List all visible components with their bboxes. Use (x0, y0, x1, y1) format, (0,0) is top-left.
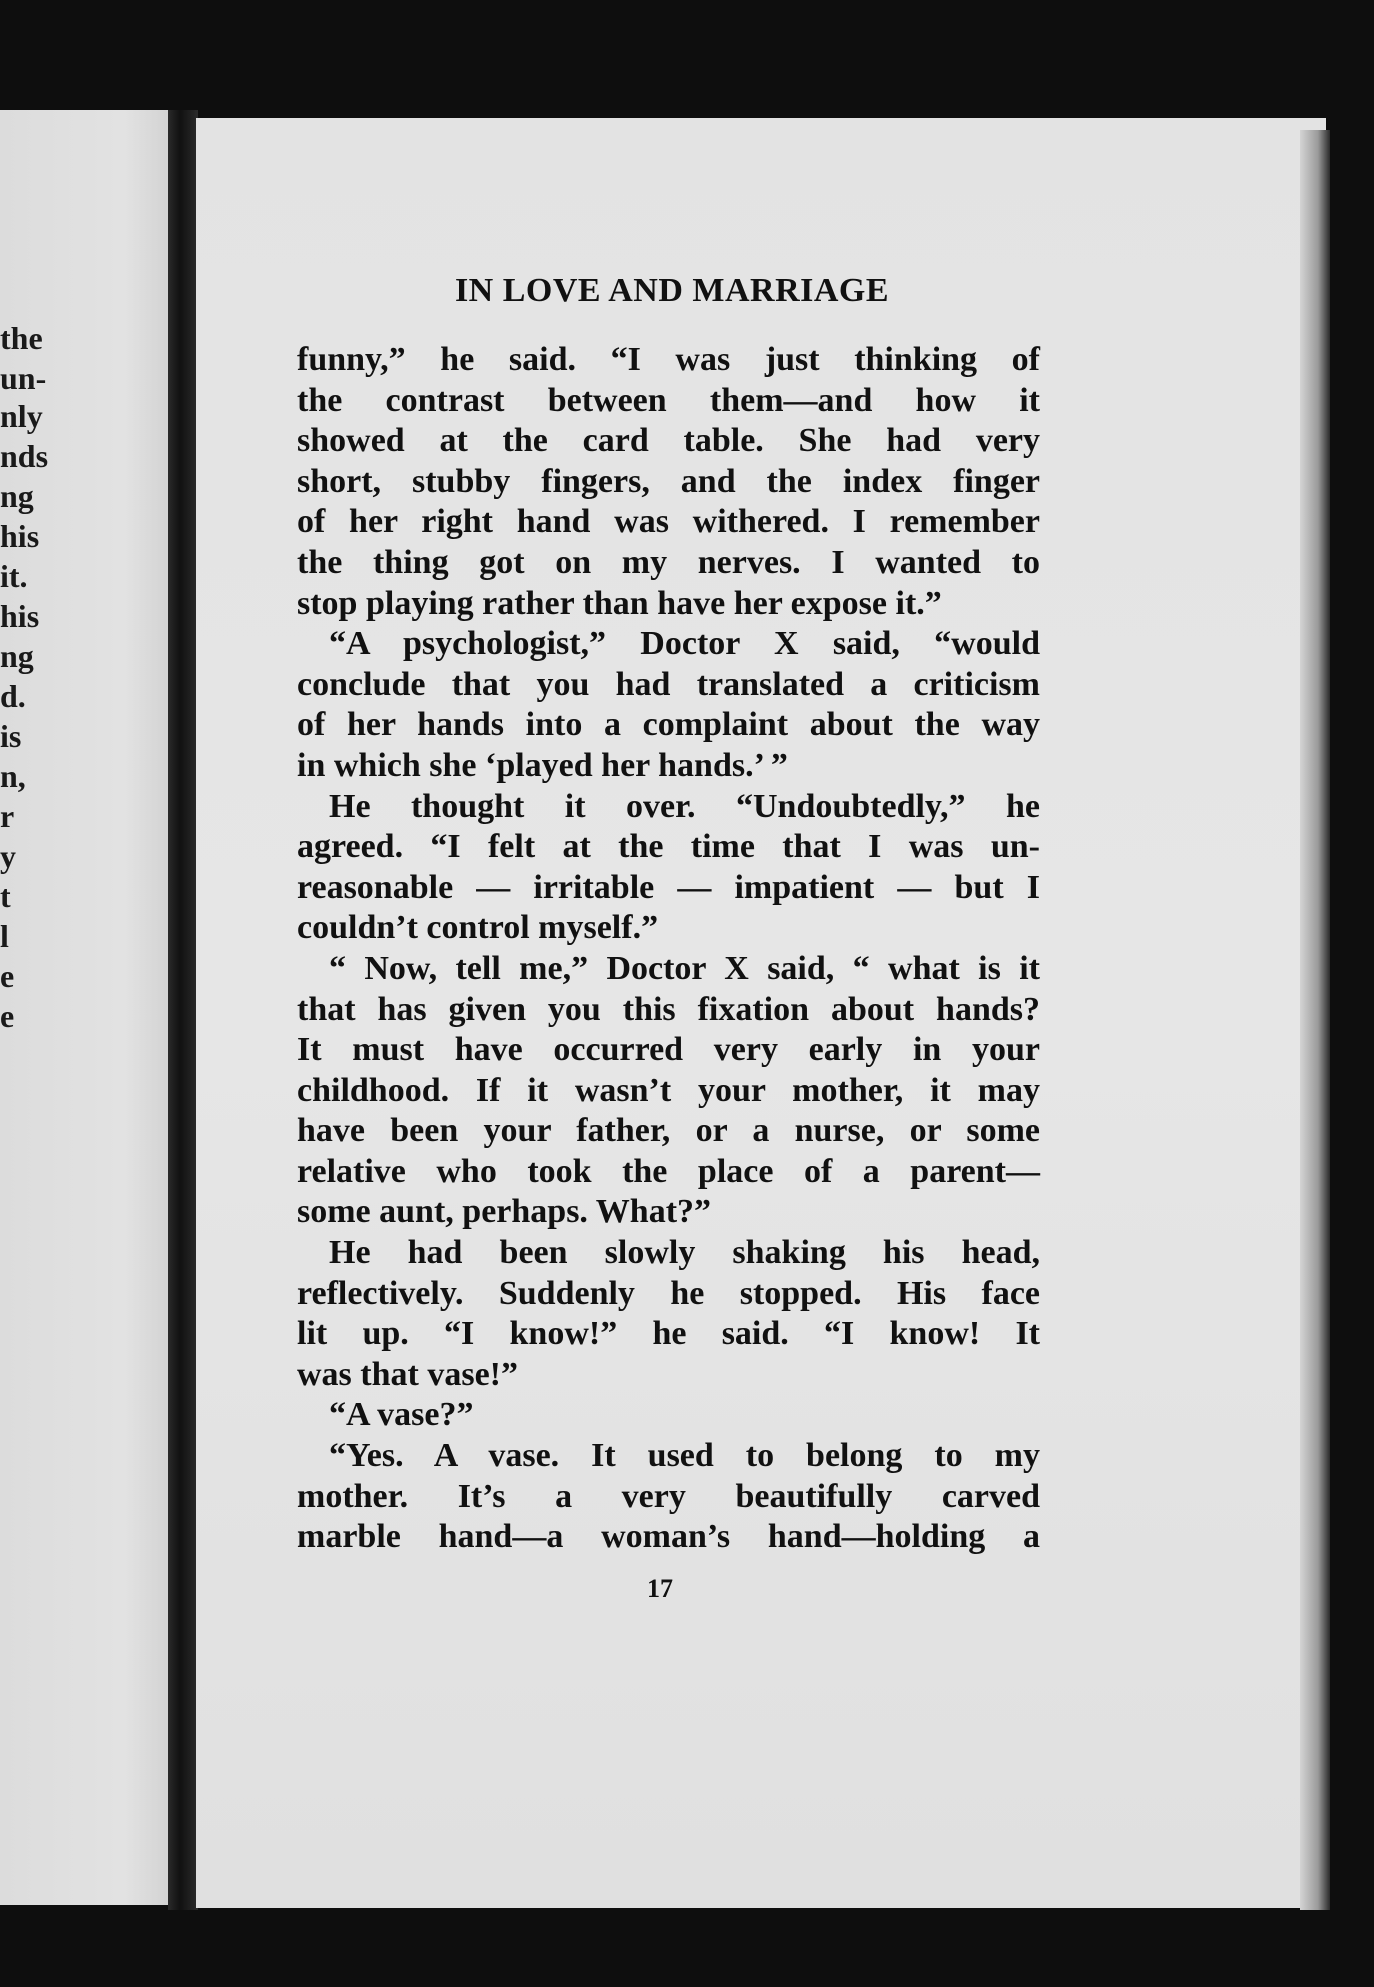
left-page-fragment: t (0, 878, 11, 914)
left-page-fragment: y (0, 838, 16, 874)
text-line: lit up. “I know!” he said. “I know! It (297, 1315, 1040, 1353)
text-line: “A psychologist,” Doctor X said, “would (329, 625, 1040, 663)
text-line: mother. It’s a very beautifully carved (297, 1477, 1040, 1515)
text-line: agreed. “I felt at the time that I was un- (297, 828, 1040, 866)
page-edge (1300, 130, 1330, 1910)
text-line: conclude that you had translated a criticism (297, 665, 1040, 703)
left-page-fragment: e (0, 998, 15, 1034)
text-line: in which she ‘played her hands.’ ” (297, 746, 788, 784)
text-line: reflectively. Suddenly he stopped. His face (297, 1274, 1040, 1312)
left-page-fragment: is (0, 718, 22, 754)
text-line: He thought it over. “Undoubtedly,” he (329, 787, 1040, 825)
left-page-fragment: nly (0, 398, 43, 434)
left-page-fragment: ng (0, 638, 34, 674)
text-line: “ Now, tell me,” Doctor X said, “ what is it (329, 949, 1040, 987)
text-line: of her right hand was withered. I remember (297, 503, 1040, 541)
text-line: marble hand—a woman’s hand—holding a (297, 1518, 1040, 1556)
left-page-fragment: it. (0, 558, 28, 594)
left-page-fragment: nds (0, 438, 49, 474)
book-gutter (168, 110, 198, 1910)
left-page-fragment: un- (0, 360, 47, 396)
text-line: He had been slowly shaking his head, (329, 1234, 1040, 1272)
text-line: the thing got on my nerves. I wanted to (297, 543, 1040, 581)
page-number: 17 (647, 1574, 673, 1603)
text-line: that has given you this fixation about hands? (297, 990, 1040, 1028)
text-line: childhood. If it wasn’t your mother, it may (297, 1071, 1040, 1109)
left-page-fragment: the (0, 320, 43, 356)
text-line: funny,” he said. “I was just thinking of (297, 341, 1040, 378)
text-line: of her hands into a complaint about the way (297, 706, 1040, 744)
text-line: stop playing rather than have her expose it.” (297, 584, 942, 622)
text-line: short, stubby fingers, and the index finger (297, 462, 1040, 500)
text-line: the contrast between them—and how it (297, 381, 1040, 419)
left-page-fragment: l (0, 918, 9, 954)
text-line: “Yes. A vase. It used to belong to my (329, 1437, 1040, 1475)
text-line: reasonable — irritable — impatient — but I (297, 868, 1040, 906)
running-head: IN LOVE AND MARRIAGE (454, 272, 890, 309)
text-line: some aunt, perhaps. What?” (297, 1193, 712, 1231)
left-page-fragment: n, (0, 758, 26, 794)
left-page-fragment: his (0, 598, 40, 634)
left-page-fragment: e (0, 958, 15, 994)
text-line: It must have occurred very early in your (297, 1031, 1040, 1069)
text-line: “A vase?” (329, 1396, 474, 1434)
text-line: have been your father, or a nurse, or some (297, 1112, 1040, 1150)
text-line: was that vase!” (297, 1355, 518, 1393)
left-page-fragment: r (0, 798, 15, 834)
text-line: relative who took the place of a parent— (297, 1152, 1040, 1190)
text-line: couldn’t control myself.” (297, 909, 659, 947)
text-line: showed at the card table. She had very (297, 422, 1040, 460)
body-text (297, 340, 1040, 1558)
left-facing-page (0, 110, 178, 1905)
left-page-fragment: d. (0, 678, 26, 714)
left-page-fragment: his (0, 518, 40, 554)
left-page-fragment: ng (0, 478, 34, 514)
